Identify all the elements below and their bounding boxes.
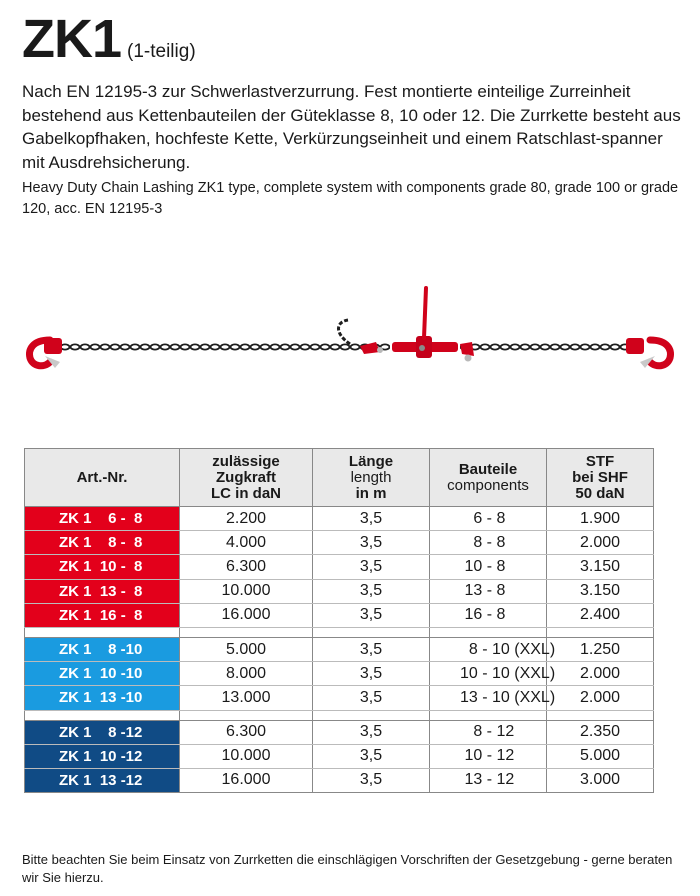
table-row <box>25 603 654 627</box>
table-header-row <box>25 449 654 507</box>
cell-stf: 1.250 <box>547 637 654 661</box>
fitting-right <box>460 342 474 362</box>
cell-length: 3,5 <box>313 507 430 531</box>
right-hook <box>626 338 670 368</box>
header-bauteile: Bauteile components <box>430 449 547 507</box>
group-separator <box>25 627 654 637</box>
table-row <box>25 531 654 555</box>
cell-art-nr: ZK 1 8 - 8 <box>25 531 180 555</box>
table-row <box>25 662 654 686</box>
table-row <box>25 507 654 531</box>
cell-stf: 3.150 <box>547 555 654 579</box>
cell-length: 3,5 <box>313 531 430 555</box>
cell-lc: 16.000 <box>180 603 313 627</box>
cell-components: 6 - 8 <box>430 507 547 531</box>
chain-lashing-image <box>20 282 680 382</box>
cell-length: 3,5 <box>313 720 430 744</box>
cell-art-nr: ZK 1 13 -12 <box>25 768 180 792</box>
cell-length: 3,5 <box>313 768 430 792</box>
chain-loop <box>338 320 350 344</box>
page-title <box>22 8 196 70</box>
cell-lc: 8.000 <box>180 662 313 686</box>
cell-length: 3,5 <box>313 579 430 603</box>
cell-length: 3,5 <box>313 744 430 768</box>
table-row <box>25 637 654 661</box>
cell-components: 8 - 8 <box>430 531 547 555</box>
cell-stf: 3.000 <box>547 768 654 792</box>
cell-stf: 5.000 <box>547 744 654 768</box>
table-row <box>25 579 654 603</box>
group-separator <box>25 710 654 720</box>
chain-left <box>60 343 390 353</box>
cell-components: 13 - 10 (XXL) <box>430 686 547 710</box>
cell-components: 10 - 12 <box>430 744 547 768</box>
description-english: Heavy Duty Chain Lashing ZK1 type, complete system with components grade 80, grade 100 or grade 120, acc. EN 12195-3 <box>22 180 679 217</box>
cell-art-nr: ZK 1 8 -10 <box>25 637 180 661</box>
cell-length: 3,5 <box>313 637 430 661</box>
title-subtitle: (1-teilig) <box>127 41 196 62</box>
cell-art-nr: ZK 1 10 -10 <box>25 662 180 686</box>
cell-art-nr: ZK 1 6 - 8 <box>25 507 180 531</box>
cell-stf: 2.000 <box>547 531 654 555</box>
cell-components: 10 - 8 <box>430 555 547 579</box>
cell-lc: 4.000 <box>180 531 313 555</box>
chain-right <box>460 343 628 353</box>
header-zugkraft: zulässige Zugkraft LC in daN <box>180 449 313 507</box>
cell-length: 3,5 <box>313 603 430 627</box>
cell-art-nr: ZK 1 10 - 8 <box>25 555 180 579</box>
cell-stf: 2.000 <box>547 662 654 686</box>
product-table <box>24 448 654 793</box>
cell-stf: 2.000 <box>547 686 654 710</box>
cell-art-nr: ZK 1 10 -12 <box>25 744 180 768</box>
cell-lc: 10.000 <box>180 744 313 768</box>
cell-stf: 3.150 <box>547 579 654 603</box>
table-row <box>25 768 654 792</box>
cell-lc: 10.000 <box>180 579 313 603</box>
cell-components: 8 - 12 <box>430 720 547 744</box>
left-hook <box>30 338 62 368</box>
table-row <box>25 744 654 768</box>
cell-art-nr: ZK 1 16 - 8 <box>25 603 180 627</box>
cell-components: 13 - 8 <box>430 579 547 603</box>
cell-components: 16 - 8 <box>430 603 547 627</box>
header-stf: STF bei SHF 50 daN <box>547 449 654 507</box>
cell-lc: 16.000 <box>180 768 313 792</box>
cell-length: 3,5 <box>313 662 430 686</box>
footer-note: Bitte beachten Sie beim Einsatz von Zurrketten die einschlägigen Vorschriften der Gesetzgebung - gerne beraten wir Sie hierzu. <box>22 852 673 885</box>
cell-components: 13 - 12 <box>430 768 547 792</box>
cell-art-nr: ZK 1 8 -12 <box>25 720 180 744</box>
description-german: Nach EN 12195-3 zur Schwerlastverzurrung. Fest montierte einteilige Zurreinheit bestehend aus Kettenbauteilen der Güteklasse 8, 10 oder 12. Die Zurrkette besteht aus Gabelkopfhaken, hochfeste Kette, Verkürzungseinheit und einem Ratschlast-spanner mit Ausdrehsicherung. <box>22 82 681 172</box>
ratchet-binder <box>392 288 458 358</box>
table-row <box>25 720 654 744</box>
cell-lc: 2.200 <box>180 507 313 531</box>
cell-lc: 5.000 <box>180 637 313 661</box>
table-row <box>25 555 654 579</box>
table-row <box>25 686 654 710</box>
cell-lc: 6.300 <box>180 720 313 744</box>
cell-art-nr: ZK 1 13 - 8 <box>25 579 180 603</box>
cell-lc: 6.300 <box>180 555 313 579</box>
cell-components: 10 - 10 (XXL) <box>430 662 547 686</box>
cell-art-nr: ZK 1 13 -10 <box>25 686 180 710</box>
cell-stf: 2.350 <box>547 720 654 744</box>
header-laenge: Länge length in m <box>313 449 430 507</box>
header-art-nr: Art.-Nr. <box>25 449 180 507</box>
cell-length: 3,5 <box>313 686 430 710</box>
cell-lc: 13.000 <box>180 686 313 710</box>
cell-stf: 1.900 <box>547 507 654 531</box>
cell-components: 8 - 10 (XXL) <box>430 637 547 661</box>
cell-stf: 2.400 <box>547 603 654 627</box>
title-text: ZK1 <box>22 9 122 69</box>
cell-length: 3,5 <box>313 555 430 579</box>
